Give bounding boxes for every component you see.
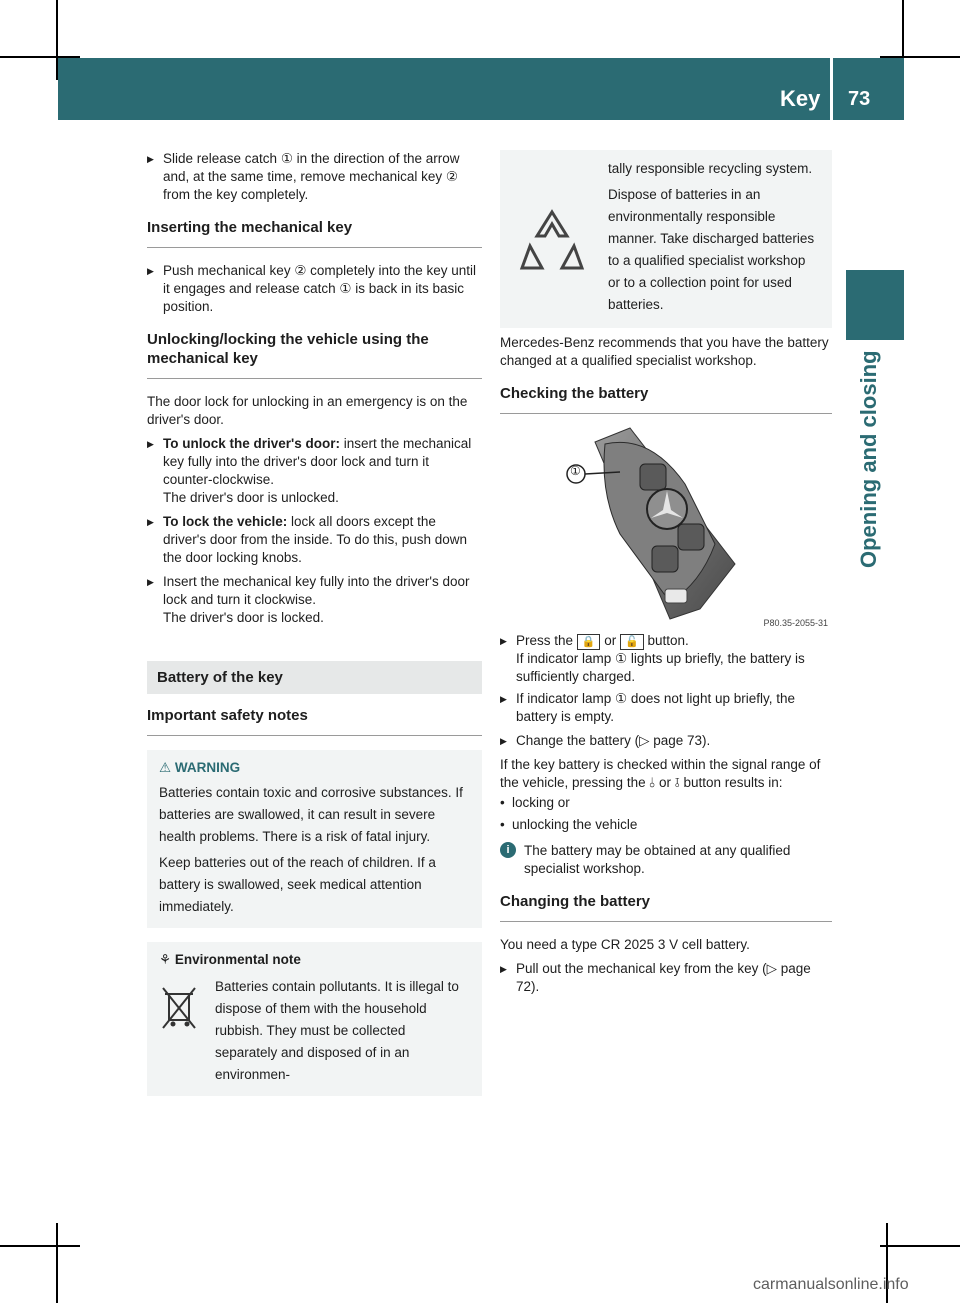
- env-title: Environmental note: [174, 952, 301, 967]
- section-heading: Inserting the mechanical key: [147, 218, 482, 248]
- lock-button-icon: 🔒: [577, 634, 601, 650]
- warning-header: [159, 760, 470, 776]
- step-result: The driver's door is unlocked.: [163, 490, 339, 505]
- list-item: • unlocking the vehicle: [500, 814, 832, 836]
- instruction-step: ▶ Pull out the mechanical key from the key (▷ page 72).: [500, 960, 832, 996]
- callout-number: ①: [570, 464, 581, 478]
- step-result: If indicator lamp ① lights up briefly, the battery is sufficiently charged.: [516, 651, 805, 684]
- step-text: or: [600, 633, 620, 648]
- chapter-tab: [846, 270, 904, 340]
- step-text: insert the mechanical key fully into the driver's door lock and turn it counter-clockwise.: [163, 436, 472, 487]
- section-heading: Unlocking/locking the vehicle using the mechanical key: [147, 330, 482, 379]
- crop-mark: [56, 1223, 58, 1303]
- right-column: [500, 150, 832, 996]
- env-header: [159, 952, 470, 968]
- footer-watermark: carmanualsonline.info: [753, 1276, 909, 1293]
- image-code: P80.35-2055-31: [763, 618, 828, 628]
- step-text: Insert the mechanical key fully into the driver's door lock and turn it clockwise.: [163, 574, 470, 607]
- step-text: lock all doors except the driver's door from the inside. To do this, push down the door locking knobs.: [163, 514, 467, 565]
- recycle-icon: [512, 202, 592, 282]
- crop-mark: [0, 1245, 80, 1247]
- environmental-note-box: [147, 942, 482, 1096]
- body-text: If the key battery is checked within the signal range of the vehicle, pressing the ⫰ or ⫱ button results in:: [500, 757, 821, 790]
- instruction-step: ▶ Slide release catch ① in the direction of the arrow and, at the same time, remove mechanical key ② from the key completely.: [147, 150, 482, 204]
- instruction-continued: [500, 690, 832, 726]
- step-text: Press the: [516, 633, 577, 648]
- instruction-step: [147, 513, 482, 567]
- header-bar: [58, 58, 904, 120]
- section-heading: Important safety notes: [147, 706, 482, 736]
- step-lead: To lock the vehicle:: [163, 514, 288, 529]
- recycle-continued-text: tally responsible recycling system.: [608, 161, 813, 176]
- body-text: Mercedes-Benz recommends that you have the battery changed at a qualified specialist workshop.: [500, 335, 829, 368]
- instruction-step: ▶ Push mechanical key ② completely into the key until it engages and release catch ① is back in its basic position.: [147, 262, 482, 316]
- chapter-label: Opening and closing: [856, 350, 881, 568]
- instruction-step: [147, 573, 482, 627]
- key-fob-image: [500, 414, 832, 632]
- left-column: [147, 150, 482, 1096]
- section-heading: Changing the battery: [500, 892, 832, 922]
- instruction-step: [500, 632, 832, 686]
- info-text: The battery may be obtained at any qualified specialist workshop.: [524, 843, 791, 876]
- leaf-icon: ⚘: [159, 952, 172, 967]
- header-separator: [830, 58, 833, 120]
- recycling-box: [500, 150, 832, 328]
- body-text: You need a type CR 2025 3 V cell battery.: [500, 937, 750, 952]
- key-illustration: [500, 414, 832, 632]
- warning-box: [147, 750, 482, 928]
- page-section-title: Key: [780, 86, 821, 111]
- crossed-bin-icon: [159, 984, 199, 1034]
- section-heading: Checking the battery: [500, 384, 832, 414]
- warning-text: Keep batteries out of the reach of children. If a battery is swallowed, seek medical attention immediately.: [159, 855, 436, 914]
- page-number: 73: [848, 88, 871, 110]
- instruction-step: ▶ Change the battery (▷ page 73).: [500, 732, 832, 750]
- env-text: Batteries contain pollutants. It is illegal to dispose of them with the household rubbish. They must be collected separately and disposed of in an environmen-: [215, 979, 459, 1082]
- warning-text: Batteries contain toxic and corrosive substances. If batteries are swallowed, it can result in severe health problems. There is a risk of fatal injury.: [159, 785, 463, 844]
- warning-title: WARNING: [174, 760, 241, 775]
- section-band: Battery of the key: [147, 661, 482, 694]
- step-text: button.: [643, 633, 689, 648]
- list-item: • locking or: [500, 792, 832, 814]
- info-icon: i: [500, 842, 516, 858]
- step-lead: To unlock the driver's door:: [163, 436, 340, 451]
- info-note: [500, 842, 832, 878]
- warning-triangle-icon: ⚠: [159, 760, 172, 775]
- recycle-text: Dispose of batteries in an environmentally responsible manner. Take discharged batteries to a qualified specialist workshop or to a collection point for used batteries.: [608, 187, 815, 312]
- instruction-step: [147, 435, 482, 507]
- step-result: The driver's door is locked.: [163, 610, 324, 625]
- crop-mark: [880, 1245, 960, 1247]
- step-result: If indicator lamp ① does not light up briefly, the battery is empty.: [516, 691, 795, 724]
- unlock-button-icon: 🔓: [620, 634, 644, 650]
- body-text: The door lock for unlocking in an emergency is on the driver's door.: [147, 394, 468, 427]
